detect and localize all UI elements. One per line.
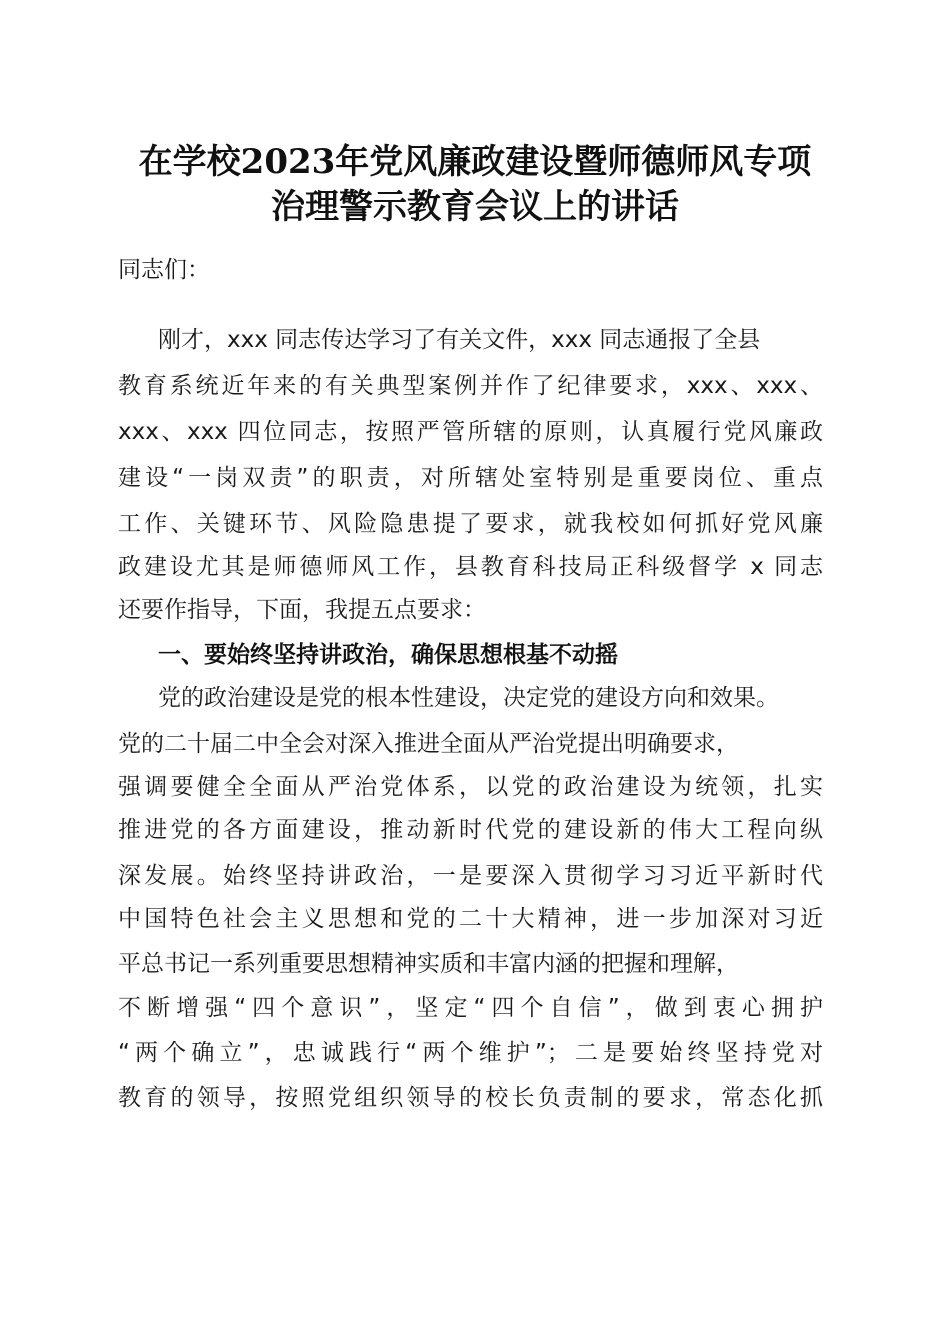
- text-line: 教育系统近年来的有关典型案例并作了纪律要求，xxx、xxx、: [118, 373, 823, 399]
- text-line: 政建设尤其是师德师风工作，县教育科技局正科级督学 x 同志: [118, 554, 823, 580]
- text-line: xxx、xxx 四位同志，按照严管所辖的原则，认真履行党风廉政: [118, 419, 823, 445]
- text-line: 还要作指导，下面，我提五点要求：: [118, 597, 486, 623]
- text-line: 刚才，xxx 同志传达学习了有关文件，xxx 同志通报了全县: [158, 327, 761, 353]
- text-line: 建设“一岗双责”的职责，对所辖处室特别是重要岗位、重点: [118, 465, 823, 491]
- text-line: 工作、关键环节、风险隐患提了要求，就我校如何抓好党风廉: [118, 511, 823, 537]
- text-line: 党的政治建设是党的根本性建设，决定党的建设方向和效果。: [158, 685, 779, 711]
- text-line: 推进党的各方面建设，推动新时代党的建设新的伟大工程向纵: [118, 817, 823, 843]
- text-line: 深发展。始终坚持讲政治，一是要深入贯彻学习习近平新时代: [118, 863, 823, 889]
- text-line: 中国特色社会主义思想和党的二十大精神，进一步加深对习近: [118, 906, 823, 932]
- document-title-line-1: 在学校2023年党风廉政建设暨师德师风专项: [138, 142, 812, 182]
- text-line: 平总书记一系列重要思想精神实质和丰富内涵的把握和理解，: [118, 951, 739, 977]
- text-line: 教育的领导，按照党组织领导的校长负责制的要求，常态化抓: [118, 1085, 823, 1111]
- salutation: 同志们：: [118, 257, 210, 283]
- text-line: 党的二十届二中全会对深入推进全面从严治党提出明确要求，: [118, 731, 739, 757]
- document-title-line-2: 治理警示教育会议上的讲话: [271, 187, 679, 227]
- text-line: “两个确立”，忠诚践行“两个维护”；二是要始终坚持党对: [118, 1040, 823, 1066]
- text-line: 强调要健全全面从严治党体系，以党的政治建设为统领，扎实: [118, 774, 823, 800]
- text-line: 不断增强“四个意识”，坚定“四个自信”，做到衷心拥护: [118, 995, 823, 1021]
- section-heading: 一、要始终坚持讲政治，确保思想根基不动摇: [158, 642, 618, 668]
